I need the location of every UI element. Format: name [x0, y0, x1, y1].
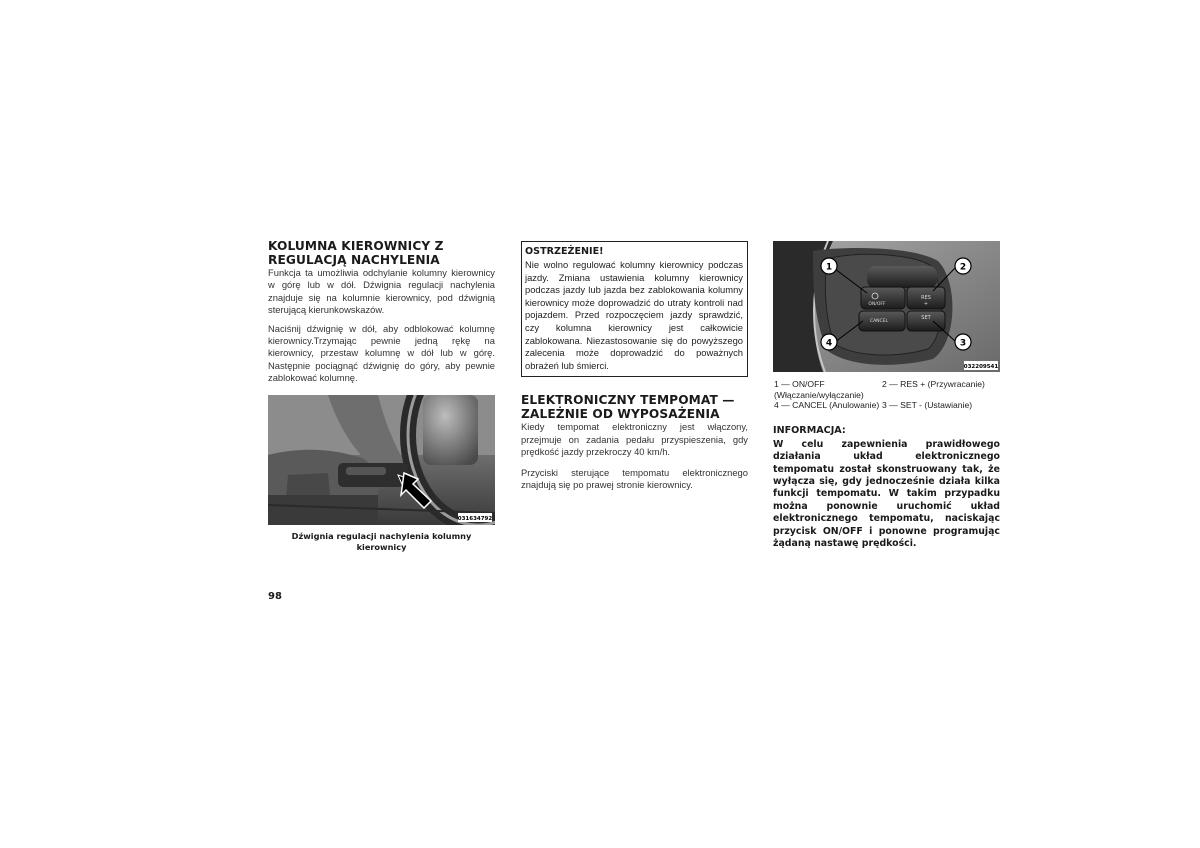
photo-caption: Dźwignia regulacji nachylenia kolumny kierownicy: [291, 530, 472, 553]
callout-3: [955, 334, 971, 350]
button-legend: [773, 379, 1000, 411]
section-title-cruise: ELEKTRONICZNY TEMPOMAT — ZALEŻNIE OD WYPOSAŻENIA: [521, 393, 735, 421]
legend-item: 3 — SET - (Ustawianie): [882, 400, 973, 411]
res-plus-label: +: [923, 301, 929, 307]
legend-item: 4 — CANCEL (Anulowanie): [774, 400, 880, 411]
svg-text:1: 1: [825, 262, 833, 273]
paragraph: Naciśnij dźwignię w dół, aby odblokować kolumnę kierownicy.Trzymając pewnie jedną rękę na kierownicy, przestaw kolumnę w dół lub w górę. Następnie pociągnąć dźwignię do góry, aby pewnie zablokować kolumnę.: [268, 322, 495, 384]
legend-item: 2 — RES + (Przywracanie): [882, 379, 985, 389]
res-button-label: RES: [921, 295, 931, 301]
paragraph: Przyciski sterujące tempomatu elektronicznego znajdują się po prawej stronie kierownicy.: [521, 466, 748, 490]
photo-code: 032209541: [963, 364, 999, 370]
paragraph: Funkcja ta umożliwia odchylanie kolumny kierownicy w górę lub w dół. Dźwignia regulacji nachylenia znajduje się na kolumnie kierownicy, pod dźwignią sterującą kierunkowskazów.: [268, 267, 495, 316]
column-cruise-controls: [773, 241, 1000, 550]
legend-item: 1 — ON/OFF (Włączanie/wyłączanie): [774, 379, 864, 400]
warning-text: Nie wolno regulować kolumny kierownicy podczas jazdy. Zmiana ustawienia kolumny kierownicy podczas jazdy lub jazda bez zablokowania kolumny kierownicy może doprowadzić do utraty kontroli nad pojazdem. Przed rozpoczęciem jazdy sprawdzić, czy kolumna kierownicy jest całkowicie zablokowana. Niezastosowanie się do powyższego zalecenia może doprowadzić do poważnych obrażeń lub śmierci.: [525, 259, 743, 371]
cancel-button-label: CANCEL: [869, 319, 889, 324]
page-number: 98: [268, 591, 282, 602]
column-steering-tilt: [268, 240, 495, 554]
photo-code: 031634792: [457, 515, 493, 522]
info-text: W celu zapewnienia prawidłowego działania układ elektronicznego tempomatu został skonstruowany tak, że wyłącza się, gdy jednocześnie działa kilka funkcji tempomatu. W takim przypadku można ponownie uruchomić układ elektronicznego tempomatu, naciskając przycisk ON/OFF i ponowne programując żądaną nastawę prędkości.: [773, 438, 1000, 550]
callout-1: [821, 258, 837, 274]
info-title: INFORMACJA:: [773, 424, 846, 436]
callout-4: [821, 334, 837, 350]
on-off-button-label: ON/OFF: [868, 302, 886, 307]
cruise-controls-photo: [773, 241, 1000, 372]
set-button-label: SET: [921, 315, 931, 321]
warning-title: OSTRZEŻENIE!: [525, 246, 604, 257]
column-warning-cruise: [521, 241, 748, 491]
tilt-lever-photo: [268, 395, 495, 525]
svg-text:3: 3: [959, 338, 967, 349]
svg-text:4: 4: [825, 338, 833, 349]
warning-box: [521, 241, 748, 377]
section-title-tilt: KOLUMNA KIEROWNICY Z REGULACJĄ NACHYLENIA: [268, 239, 444, 267]
callout-2: [955, 258, 971, 274]
svg-text:2: 2: [959, 262, 967, 273]
paragraph: Kiedy tempomat elektroniczny jest włączony, przejmuje on zadania pedału przyspieszenia, gdy prędkość jazdy przekroczy 40 km/h.: [521, 421, 748, 458]
